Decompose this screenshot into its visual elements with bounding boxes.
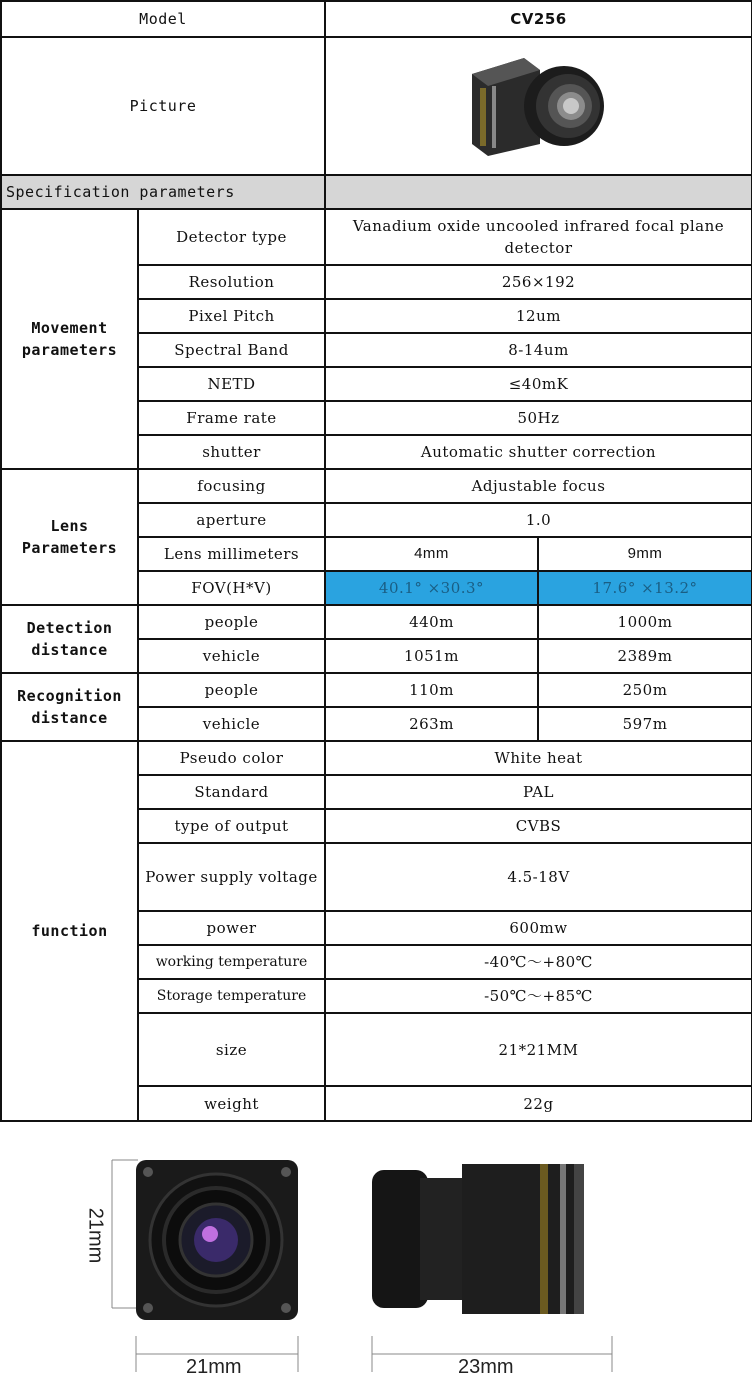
movement-group-label: Movement parameters bbox=[1, 209, 138, 469]
row-value: -40℃～+80℃ bbox=[325, 945, 752, 979]
row-label: Pseudo color bbox=[138, 741, 325, 775]
row-value: 440m bbox=[325, 605, 538, 639]
row-value: 1.0 bbox=[325, 503, 752, 537]
row-label: Spectral Band bbox=[138, 333, 325, 367]
row-label: aperture bbox=[138, 503, 325, 537]
row-label: power bbox=[138, 911, 325, 945]
row-label: weight bbox=[138, 1086, 325, 1121]
table-row bbox=[1, 673, 752, 707]
row-label: Power supply voltage bbox=[138, 843, 325, 911]
row-label: FOV(H*V) bbox=[138, 571, 325, 605]
row-value: 4.5-18V bbox=[325, 843, 752, 911]
lens-9mm: 9mm bbox=[538, 537, 752, 571]
row-label: focusing bbox=[138, 469, 325, 503]
row-value: 263m bbox=[325, 707, 538, 741]
function-group-label: function bbox=[1, 741, 138, 1121]
fov-9mm: 17.6° ×13.2° bbox=[538, 571, 752, 605]
row-label: Resolution bbox=[138, 265, 325, 299]
row-value: 2389m bbox=[538, 639, 752, 673]
row-value: 22g bbox=[325, 1086, 752, 1121]
row-value: 1051m bbox=[325, 639, 538, 673]
row-value: Automatic shutter correction bbox=[325, 435, 752, 469]
row-value: 250m bbox=[538, 673, 752, 707]
height-dimension-label: 21mm bbox=[84, 1207, 107, 1264]
row-label: working temperature bbox=[138, 945, 325, 979]
section-header-row bbox=[1, 175, 752, 209]
table-row bbox=[1, 209, 752, 265]
fov-4mm: 40.1° ×30.3° bbox=[325, 571, 538, 605]
detection-group-label: Detection distance bbox=[1, 605, 138, 673]
row-label: vehicle bbox=[138, 707, 325, 741]
section-title: Specification parameters bbox=[1, 175, 325, 209]
row-label: size bbox=[138, 1013, 325, 1086]
table-row bbox=[1, 605, 752, 639]
row-label: Lens millimeters bbox=[138, 537, 325, 571]
row-label: Storage temperature bbox=[138, 979, 325, 1013]
model-value: CV256 bbox=[325, 1, 752, 37]
row-label: vehicle bbox=[138, 639, 325, 673]
picture-label: Picture bbox=[1, 37, 325, 175]
row-value: 597m bbox=[538, 707, 752, 741]
row-label: type of output bbox=[138, 809, 325, 843]
row-label: shutter bbox=[138, 435, 325, 469]
row-value: 12um bbox=[325, 299, 752, 333]
lens-4mm: 4mm bbox=[325, 537, 538, 571]
depth-dimension-label: 23mm bbox=[458, 1356, 514, 1378]
row-value: Adjustable focus bbox=[325, 469, 752, 503]
row-value: Vanadium oxide uncooled infrared focal plane detector bbox=[325, 209, 752, 265]
picture-row bbox=[1, 37, 752, 175]
dimension-diagrams bbox=[0, 1136, 752, 1392]
thermal-camera-image bbox=[464, 48, 614, 158]
row-value: -50℃～+85℃ bbox=[325, 979, 752, 1013]
width-dimension-label: 21mm bbox=[186, 1356, 242, 1378]
row-label: people bbox=[138, 673, 325, 707]
row-value: 1000m bbox=[538, 605, 752, 639]
row-value: ≤40mK bbox=[325, 367, 752, 401]
row-label: Standard bbox=[138, 775, 325, 809]
row-value: CVBS bbox=[325, 809, 752, 843]
model-row bbox=[1, 1, 752, 37]
row-value: 110m bbox=[325, 673, 538, 707]
row-value: 600mw bbox=[325, 911, 752, 945]
row-label: Frame rate bbox=[138, 401, 325, 435]
table-row bbox=[1, 741, 752, 775]
row-value: PAL bbox=[325, 775, 752, 809]
model-label: Model bbox=[1, 1, 325, 37]
row-value: White heat bbox=[325, 741, 752, 775]
row-value: 21*21MM bbox=[325, 1013, 752, 1086]
row-value: 256×192 bbox=[325, 265, 752, 299]
row-value: 50Hz bbox=[325, 401, 752, 435]
table-row bbox=[1, 469, 752, 503]
row-label: people bbox=[138, 605, 325, 639]
product-picture bbox=[325, 37, 752, 175]
section-title-fill bbox=[325, 175, 752, 209]
lens-group-label: Lens Parameters bbox=[1, 469, 138, 605]
row-value: 8-14um bbox=[325, 333, 752, 367]
row-label: Detector type bbox=[138, 209, 325, 265]
camera-dimension-drawing bbox=[0, 1136, 752, 1392]
row-label: Pixel Pitch bbox=[138, 299, 325, 333]
recognition-group-label: Recognition distance bbox=[1, 673, 138, 741]
row-label: NETD bbox=[138, 367, 325, 401]
